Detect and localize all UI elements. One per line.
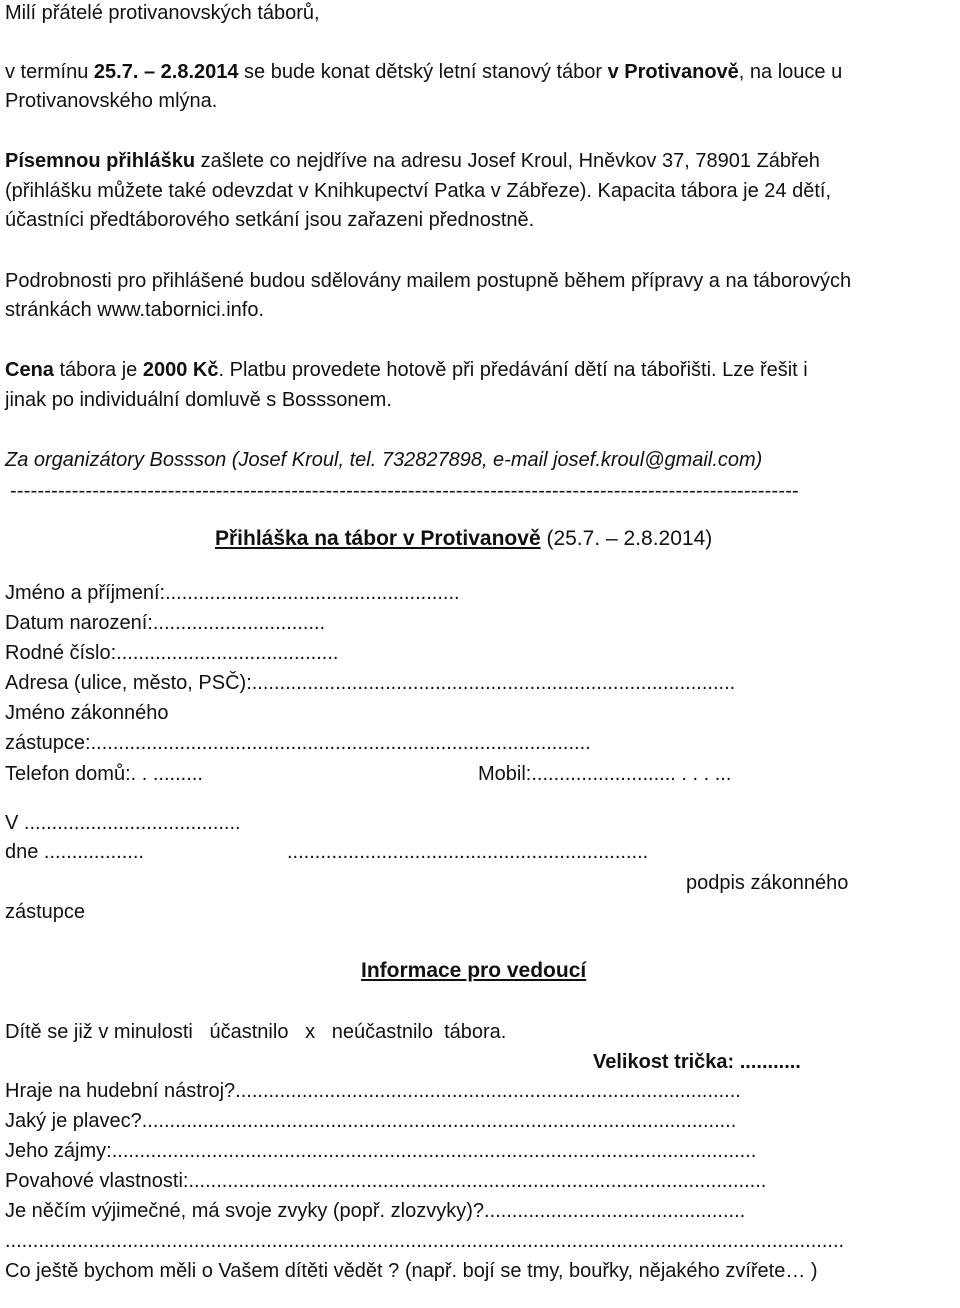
guardian-field: Jméno zákonného (5, 702, 169, 724)
price-amount: 2000 Kč (142, 359, 219, 381)
mobile-field: Mobil:.......................... . . . ... (478, 763, 732, 785)
form-title-dates: (25.7. – 2.8.2014) (540, 527, 713, 550)
special-habits-cont: ....................................................................................................................................................... (5, 1230, 845, 1252)
cut-separator: ------------------------------------------------------------------------------------------------------------------- (10, 480, 799, 502)
intro-text: se bude konat dětský letní stanový tábor (238, 61, 608, 83)
instrument-field: Hraje na hudební nástroj?........................................................................................... (5, 1080, 741, 1102)
special-habits-field: Je něčím výjimečné, má svoje zvyky (popř. zlozvyky)?............................................... (5, 1200, 746, 1222)
form-title-main: Přihláška na tábor v Protivanově (215, 527, 541, 550)
organizer-contact: Za organizátory Bossson (Josef Kroul, tel. 732827898, e-mail josef.kroul@gmail.com) (5, 449, 763, 471)
character-field: Povahové vlastnosti:........................................................................................................ (5, 1170, 767, 1192)
camp-location: v Protivanově (607, 61, 739, 83)
written-application: Písemnou přihlášku (5, 150, 196, 172)
application-line (5, 149, 820, 173)
details-line: Podrobnosti pro přihlášené budou sdělovány mailem postupně během přípravy a na táborových (5, 270, 852, 292)
signature-line: ................................................................. (287, 841, 649, 863)
application-line: (přihlášku můžete také odevzdat v Knihkupectví Patka v Zábřeze). Kapacita tábora je 24 dětí, (5, 180, 832, 202)
address-field: Adresa (ulice, město, PSČ):....................................................................................... (5, 672, 736, 694)
guardian-field: zástupce:.......................................................................................... (5, 732, 591, 754)
leaders-info-title: Informace pro vedoucí (361, 959, 587, 982)
price-line: jinak po individuální domluvě s Bosssonem. (5, 389, 392, 411)
camp-dates-line (5, 60, 842, 84)
birth-date-field: Datum narození:............................... (5, 612, 326, 634)
tshirt-size-dots: ........... (734, 1051, 801, 1073)
price-line (5, 358, 808, 382)
greeting: Milí přátelé protivanovských táborů, (5, 2, 320, 24)
swimmer-field: Jaký je plavec?........................................................................................................... (5, 1110, 737, 1132)
date-field: dne .................. (5, 841, 144, 863)
signature-label-cont: zástupce (5, 901, 86, 923)
additional-info-field: Co ještě bychom měli o Vašem dítěti vědět ? (např. bojí se tmy, bouřky, nějakého zvířete… ) (5, 1260, 818, 1282)
signature-label: podpis zákonného (686, 872, 849, 894)
tshirt-size-label: Velikost trička: (593, 1051, 735, 1073)
birth-number-field: Rodné číslo:........................................ (5, 642, 339, 664)
tshirt-size-field (593, 1050, 801, 1074)
details-line: stránkách www.tabornici.info. (5, 299, 265, 321)
application-line: účastníci předtáborového setkání jsou zařazeni přednostně. (5, 209, 535, 231)
application-text: zašlete co nejdříve na adresu Josef Kroul, Hněvkov 37, 78901 Zábřeh (195, 150, 820, 172)
interests-field: Jeho zájmy:.................................................................................................................... (5, 1140, 757, 1162)
intro-text: , na louce u (738, 61, 843, 83)
price-text: tábora je (53, 359, 143, 381)
place-field: V ....................................... (5, 812, 241, 834)
intro-text: v termínu (5, 61, 94, 83)
name-field: Jméno a příjmení:..................................................... (5, 582, 460, 604)
price-text: . Platbu provedete hotově při předávání dětí na tábořišti. Lze řešit i (218, 359, 808, 381)
camp-dates: 25.7. – 2.8.2014 (93, 61, 239, 83)
form-title (215, 527, 712, 551)
attended-before: Dítě se již v minulosti účastnilo x neúčastnilo tábora. (5, 1021, 507, 1043)
intro-line: Protivanovského mlýna. (5, 90, 218, 112)
price-label: Cena (5, 359, 54, 381)
home-phone-field: Telefon domů:. . ......... (5, 763, 203, 785)
